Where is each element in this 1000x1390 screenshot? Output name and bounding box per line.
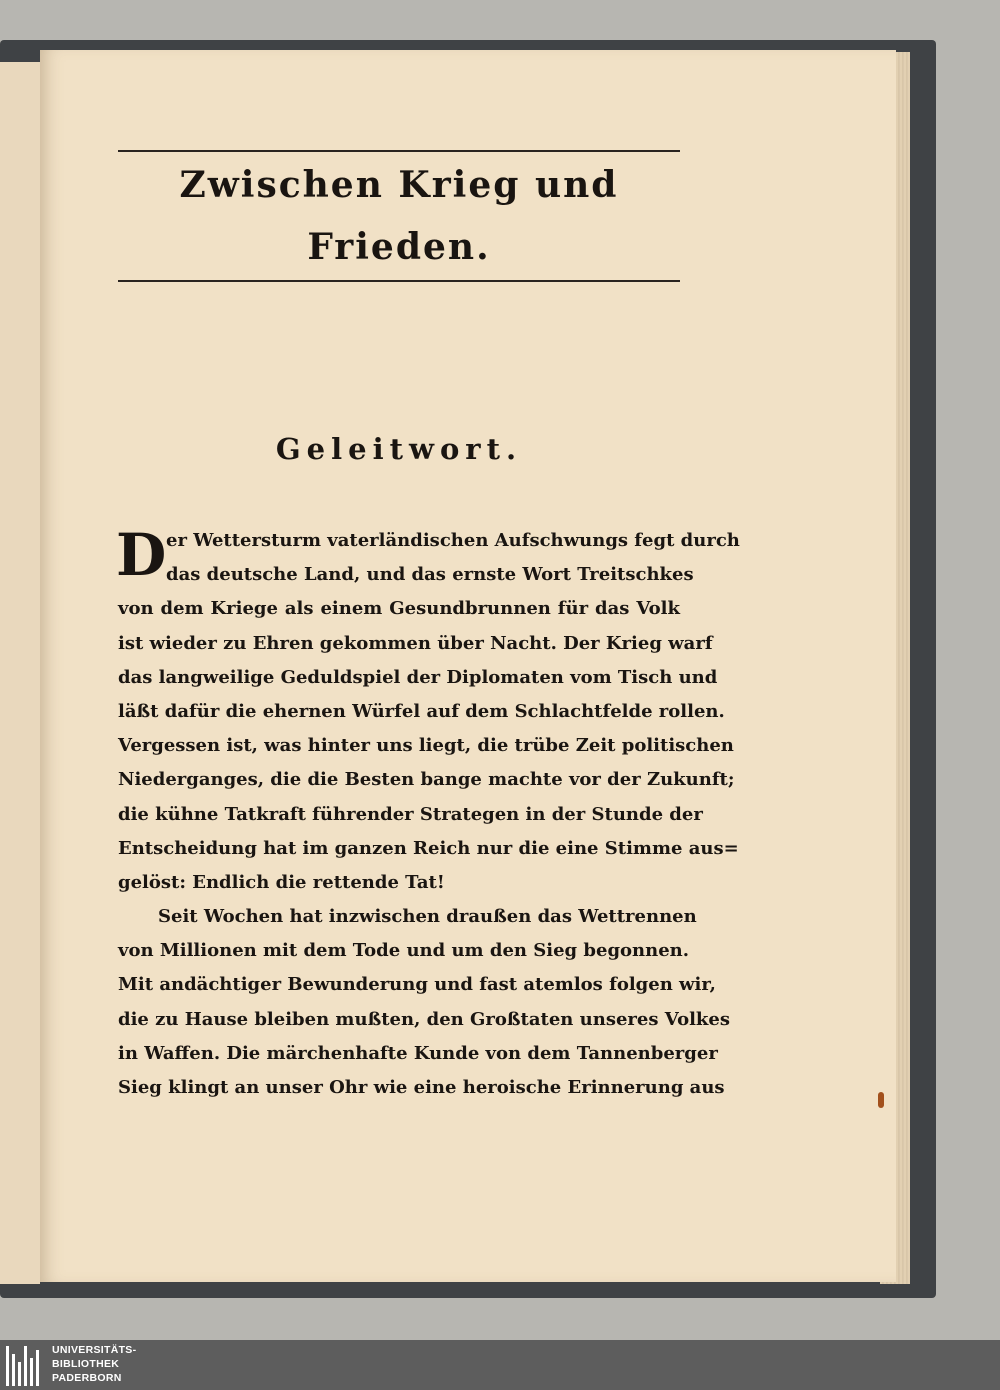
dropcap-letter: D xyxy=(116,521,167,589)
text-line: Entscheidung hat im ganzen Reich nur die eine Stimme aus= xyxy=(118,837,739,859)
text-line: von Millionen mit dem Tode und um den Sieg begonnen. xyxy=(118,940,690,962)
text-line: das langweilige Geduldspiel der Diplomaten vom Tisch und xyxy=(118,666,718,688)
logo-line: PADERBORN xyxy=(52,1372,122,1384)
page-title: Zwischen Krieg und Frieden. xyxy=(179,164,619,268)
text-line: die zu Hause bleiben mußten, den Großtaten unseres Volkes xyxy=(118,1008,730,1030)
dropcap-paragraph xyxy=(116,521,740,592)
text-line: ist wieder zu Ehren gekommen über Nacht. Der Krieg warf xyxy=(118,632,713,654)
logo-line: BIBLIOTHEK xyxy=(52,1358,120,1370)
library-footer xyxy=(0,1340,1000,1390)
text-line: gelöst: Endlich die rettende Tat! xyxy=(118,871,445,893)
page-content xyxy=(116,150,740,1105)
title-rule-bottom xyxy=(118,280,680,282)
paper-stain xyxy=(878,1092,884,1108)
text-line: er Wettersturm vaterländischen Aufschwungs fegt durch xyxy=(166,530,740,551)
library-logo-text xyxy=(52,1343,136,1385)
text-line: Mit andächtiger Bewunderung und fast atemlos folgen wir, xyxy=(118,974,716,996)
logo-line: UNIVERSITÄTS- xyxy=(52,1344,137,1356)
text-line: läßt dafür die ehernen Würfel auf dem Schlachtfelde rollen. xyxy=(118,700,725,722)
text-line: in Waffen. Die märchenhafte Kunde von dem Tannenberger xyxy=(118,1042,718,1064)
left-page-edge xyxy=(0,62,40,1284)
body-text xyxy=(116,521,740,1105)
text-line: Vergessen ist, was hinter uns liegt, die trübe Zeit politischen xyxy=(118,735,734,757)
text-line: die kühne Tatkraft führender Strategen in der Stunde der xyxy=(118,803,703,825)
text-line: Seit Wochen hat inzwischen draußen das Wettrennen xyxy=(158,906,697,928)
text-line: Niederganges, die die Besten bange machte vor der Zukunft; xyxy=(118,769,735,791)
text-line: Sieg klingt an unser Ohr wie eine heroische Erinnerung aus xyxy=(118,1077,725,1098)
text-line: von dem Kriege als einem Gesundbrunnen für das Volk xyxy=(118,598,680,620)
library-logo-icon xyxy=(6,1346,44,1386)
section-heading: Geleitwort. xyxy=(275,432,523,466)
text-line: das deutsche Land, und das ernste Wort Treitschkes xyxy=(166,564,694,586)
title-rule-top xyxy=(118,150,680,152)
